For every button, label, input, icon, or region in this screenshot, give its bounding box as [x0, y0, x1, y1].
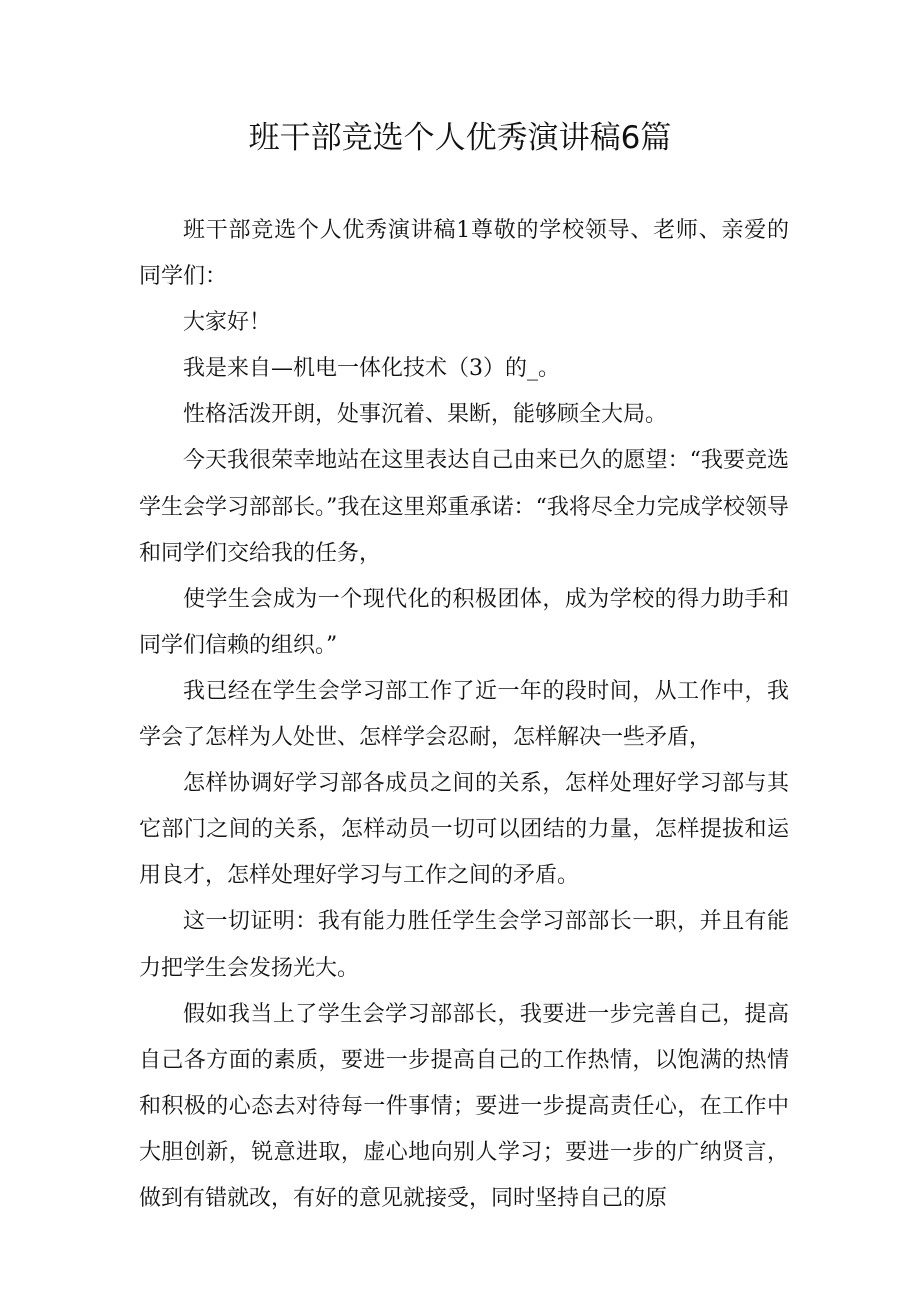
- paragraph-7: 我已经在学生会学习部工作了近一年的段时间，从工作中，我学会了怎样为人处世、怎样学会忍耐，怎样解决一些矛盾，: [139, 678, 789, 751]
- document-body: [139, 208, 789, 1222]
- paragraph-6: 使学生会成为一个现代化的积极团体，成为学校的得力助手和同学们信赖的组织。”: [139, 586, 789, 658]
- paragraph-4: 性格活泼开朗，处事沉着、果断，能够顾全大局。: [183, 402, 668, 428]
- paragraph-5: 今天我很荣幸地站在这里表达自己由来已久的愿望：“我要竞选学生会学习部部长。”我在这里郑重承诺：“我将尽全力完成学校领导和同学们交给我的任务，: [139, 448, 789, 566]
- paragraph-9: 这一切证明：我有能力胜任学生会学习部部长一职，并且有能力把学生会发扬光大。: [139, 909, 789, 981]
- paragraph-1: 班干部竞选个人优秀演讲稿1尊敬的学校领导、老师、亲爱的同学们：: [139, 218, 789, 290]
- paragraph-2: 大家好！: [183, 310, 272, 336]
- document-title: 班干部竞选个人优秀演讲稿6篇: [248, 120, 672, 156]
- paragraph-10: 假如我当上了学生会学习部部长，我要进一步完善自己，提高自己各方面的素质，要进一步提高自己的工作热情，以饱满的热情和积极的心态去对待每一件事情；要进一步提高责任心，在工作中大胆创新，锐意进取，虚心地向别人学习；要进一步的广纳贤言，做到有错就改，有好的意见就接受，同时坚持自己的原: [139, 1001, 789, 1211]
- paragraph-3: 我是来自—机电一体化技术（3）的_。: [183, 356, 560, 382]
- paragraph-8: 怎样协调好学习部各成员之间的关系，怎样处理好学习部与其它部门之间的关系，怎样动员一切可以团结的力量，怎样提拔和运用良才，怎样处理好学习与工作之间的矛盾。: [139, 771, 789, 889]
